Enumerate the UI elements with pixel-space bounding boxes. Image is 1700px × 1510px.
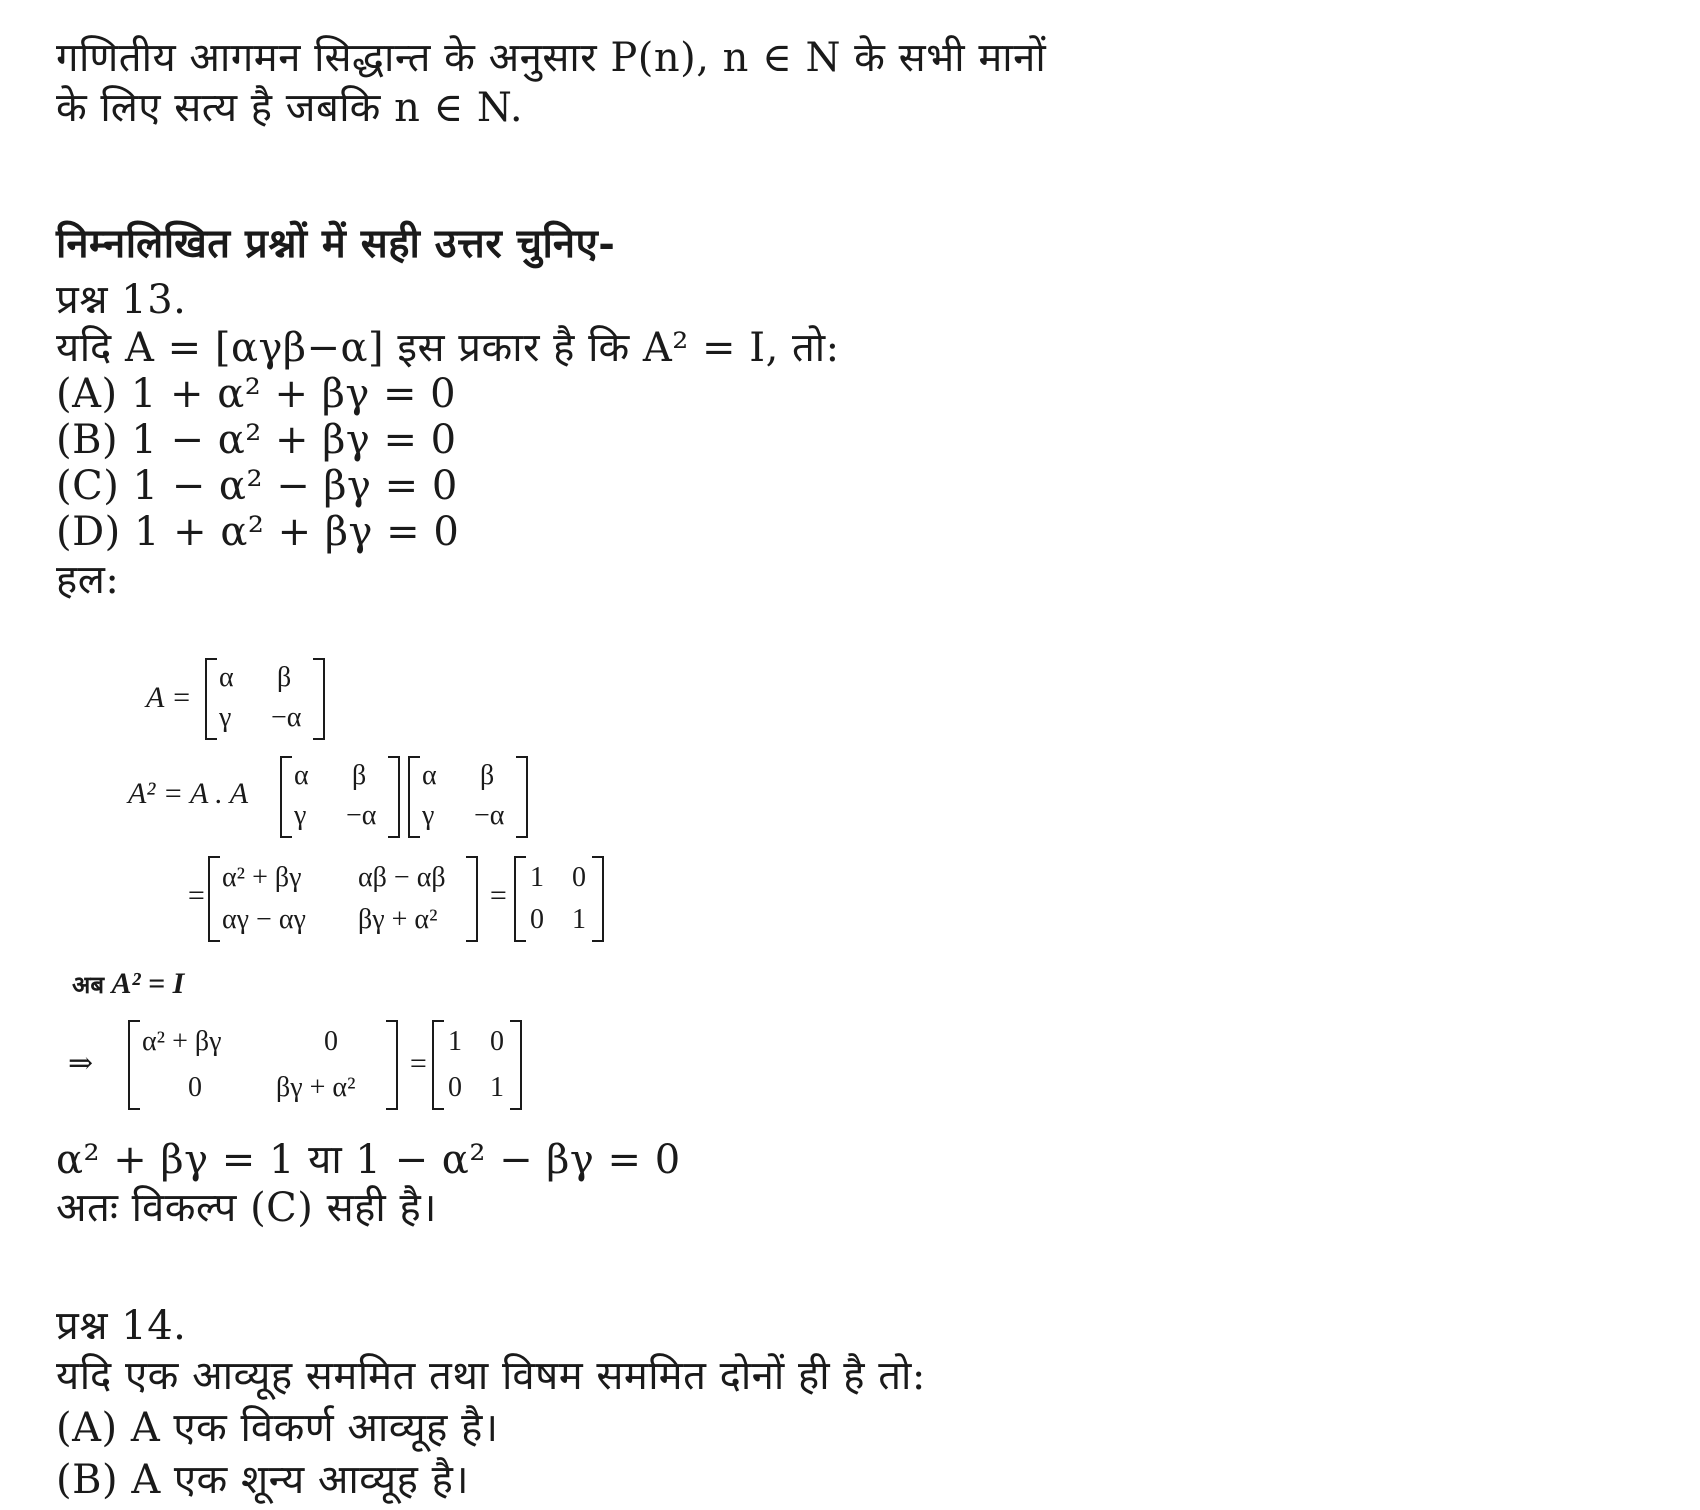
q13-label: प्रश्न 13. xyxy=(56,277,187,323)
matrix-cell: β xyxy=(480,760,495,791)
matrix-cell: βγ + α² xyxy=(276,1072,356,1103)
matrix-cell: αβ − αβ xyxy=(358,862,446,893)
q13-option-b: (B) 1 − α² + βγ = 0 xyxy=(56,417,457,463)
sol-equals-2: = xyxy=(488,879,509,912)
matrix-a xyxy=(205,658,325,740)
matrix-cell: 0 xyxy=(530,904,544,935)
matrix-a-cell: −α xyxy=(271,702,302,733)
q13-solution-label: हल: xyxy=(56,557,120,603)
q14-question: यदि एक आव्यूह सममित तथा विषम सममित दोनों ही है तो: xyxy=(56,1353,926,1399)
intro-line-2: के लिए सत्य है जबकि n ∈ N. xyxy=(56,85,524,131)
matrix-a-cell: β xyxy=(277,662,292,693)
matrix-cell: α xyxy=(294,760,309,791)
matrix-cell: 0 xyxy=(324,1026,338,1057)
matrix-cell: β xyxy=(352,760,367,791)
sol-now-eq: A² = I xyxy=(111,967,185,1000)
sol-a2-lhs: A² = A . A xyxy=(128,777,249,810)
matrix-cell: γ xyxy=(422,800,435,831)
matrix-cell: 0 xyxy=(448,1072,462,1103)
q13-option-a: (A) 1 + α² + βγ = 0 xyxy=(56,371,457,417)
matrix-a-cell: α xyxy=(219,662,234,693)
q14-option-a: (A) A एक विकर्ण आव्यूह है। xyxy=(56,1405,499,1451)
q13-option-d: (D) 1 + α² + βγ = 0 xyxy=(56,509,460,555)
matrix-cell: 0 xyxy=(490,1026,504,1057)
matrix-cell: βγ + α² xyxy=(358,904,438,935)
q13-question: यदि A = [αγβ−α] इस प्रकार है कि A² = I, तो: xyxy=(56,325,840,371)
section-heading: निम्नलिखित प्रश्नों में सही उत्तर चुनिए- xyxy=(56,220,616,267)
matrix-a-left-factor xyxy=(280,756,400,838)
matrix-cell: 1 xyxy=(530,862,544,893)
matrix-cell: α² + βγ xyxy=(222,862,302,893)
q14-label: प्रश्न 14. xyxy=(56,1303,187,1349)
matrix-cell: −α xyxy=(346,800,377,831)
matrix-cell: αγ − αγ xyxy=(222,904,306,935)
matrix-cell: −α xyxy=(474,800,505,831)
matrix-diagonal xyxy=(128,1020,398,1110)
matrix-cell: 1 xyxy=(490,1072,504,1103)
sol-a-lhs: A = xyxy=(146,681,192,714)
implies-icon: ⇒ xyxy=(68,1047,94,1080)
matrix-cell: α xyxy=(422,760,437,791)
sol-equals-3: = xyxy=(408,1047,429,1080)
matrix-product xyxy=(208,856,478,942)
matrix-cell: γ xyxy=(294,800,307,831)
sol-equals-1: = xyxy=(186,879,207,912)
matrix-a-cell: γ xyxy=(219,702,232,733)
matrix-cell: 1 xyxy=(448,1026,462,1057)
matrix-cell: 0 xyxy=(572,862,586,893)
q13-result: α² + βγ = 1 या 1 − α² − βγ = 0 xyxy=(56,1137,681,1183)
matrix-cell: 1 xyxy=(572,904,586,935)
matrix-identity xyxy=(514,856,604,942)
matrix-identity-2 xyxy=(432,1020,522,1110)
q14-option-b: (B) A एक शून्य आव्यूह है। xyxy=(56,1457,470,1503)
intro-line-1: गणितीय आगमन सिद्धान्त के अनुसार P(n), n ∈ N के सभी मानों xyxy=(56,35,1047,81)
q13-conclusion: अतः विकल्प (C) सही है। xyxy=(56,1185,437,1231)
matrix-a-right-factor xyxy=(408,756,528,838)
matrix-cell: 0 xyxy=(188,1072,202,1103)
matrix-cell: α² + βγ xyxy=(142,1026,222,1057)
q13-option-c: (C) 1 − α² − βγ = 0 xyxy=(56,463,458,509)
sol-now-label: अब xyxy=(72,971,105,999)
sol-now-line xyxy=(72,966,184,1003)
